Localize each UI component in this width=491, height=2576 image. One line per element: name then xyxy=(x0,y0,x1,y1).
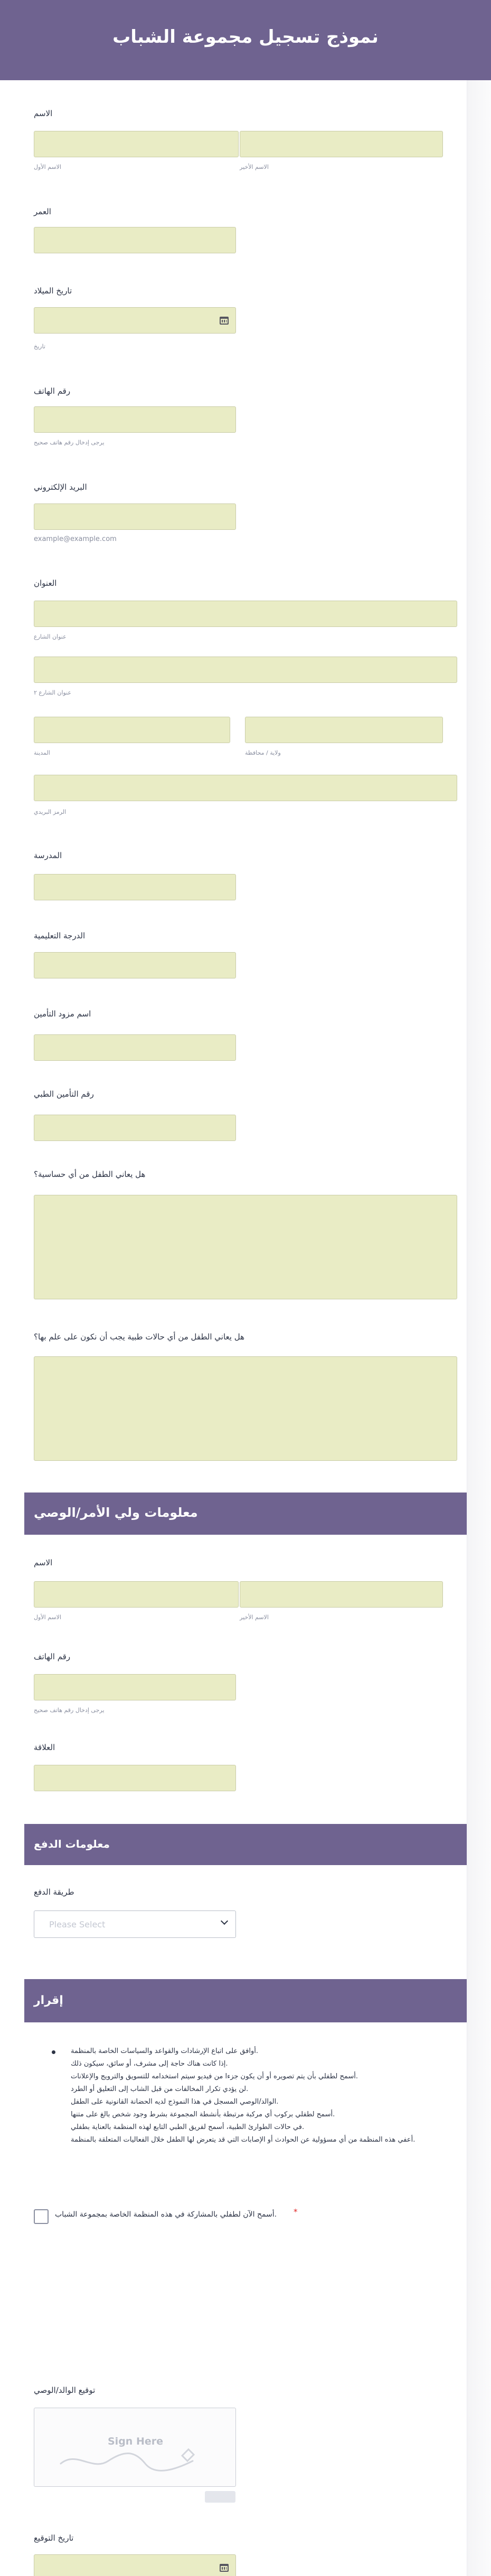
street2-input[interactable] xyxy=(34,657,457,683)
clear-signature-button[interactable] xyxy=(205,2491,235,2503)
zip-input[interactable] xyxy=(34,775,457,801)
allergies-textarea[interactable] xyxy=(34,1195,457,1299)
guardian-name-label: الاسم xyxy=(34,1558,53,1567)
school-label: المدرسة xyxy=(34,851,62,860)
insurance-number-input[interactable] xyxy=(34,1115,236,1141)
allergies-label: هل يعاني الطفل من أي حساسية؟ xyxy=(34,1170,146,1179)
city-input[interactable] xyxy=(34,717,230,743)
payment-method-placeholder: Please Select xyxy=(49,1919,106,1929)
zip-sublabel: الرمز البريدي xyxy=(34,809,67,815)
address-label: العنوان xyxy=(34,578,57,588)
insurer-label: اسم مزود التأمين xyxy=(34,1009,91,1019)
payment-section-header xyxy=(24,1824,467,1865)
first-name-sublabel: الاسم الأول xyxy=(34,164,61,170)
guardian-last-name-input[interactable] xyxy=(240,1581,443,1608)
signature-date-input[interactable] xyxy=(34,2554,236,2576)
declaration-section-title: إقرار xyxy=(34,1994,63,2007)
payment-section-title: معلومات الدفع xyxy=(34,1838,110,1850)
signature-date-label: تاريخ التوقيع xyxy=(34,2533,74,2543)
calendar-icon[interactable] xyxy=(220,317,229,325)
guardian-section-title: معلومات ولي الأمر/الوصي xyxy=(34,1505,198,1520)
first-name-input[interactable] xyxy=(34,131,239,157)
grade-input[interactable] xyxy=(34,952,236,978)
relation-label: العلاقة xyxy=(34,1743,55,1752)
form-header xyxy=(0,0,491,80)
email-sublabel: example@example.com xyxy=(34,535,117,543)
term-item: أعفي هذه المنظمة من أي مسؤولية عن الحوادث أو الإصابات التي قد يتعرض لها الطفل خلال الفعاليات المتعلقة بالمنظمة. xyxy=(71,2136,416,2144)
term-item: الوالد/الوصي المسجل في هذا النموذج لديه الحضانة القانونية على الطفل. xyxy=(71,2098,279,2106)
declaration-section-header xyxy=(24,1979,467,2022)
form-card xyxy=(24,80,467,2576)
name-label: الاسم xyxy=(34,109,53,118)
phone-label: رقم الهاتف xyxy=(34,386,71,396)
term-item: في حالات الطوارئ الطبية، أسمح لفريق الطبي التابع لهذه المنظمة بالعناية بطفلي. xyxy=(71,2123,305,2131)
guardian-section-header xyxy=(24,1493,467,1535)
term-item: إذا كانت هناك حاجة إلى مشرف، أو سائق، سيكون ذلك. xyxy=(71,2060,228,2068)
age-label: العمر xyxy=(34,207,51,216)
guardian-phone-label: رقم الهاتف xyxy=(34,1652,71,1661)
grade-label: الدرجة التعليمية xyxy=(34,931,86,940)
birth-date-input[interactable] xyxy=(34,307,236,334)
birth-date-label: تاريخ الميلاد xyxy=(34,286,72,296)
state-input[interactable] xyxy=(245,717,443,743)
term-item: لن يؤدي تكرار المخالفات من قبل الشاب إلى التعليق أو الطرد. xyxy=(71,2085,249,2093)
signature-scribble-icon xyxy=(55,2440,214,2477)
street1-sublabel: عنوان الشارع xyxy=(34,633,67,640)
insurance-number-label: رقم التأمين الطبي xyxy=(34,1089,94,1099)
required-mark: * xyxy=(294,2207,298,2217)
consent-checkbox[interactable] xyxy=(34,2209,49,2224)
form-title: نموذج تسجيل مجموعة الشباب xyxy=(112,26,379,47)
term-item: أسمح لطفلي بأن يتم تصويره أو أن يكون جزءا من فيديو سيتم استخدامه للتسويق والترويج والإعلانات. xyxy=(71,2073,358,2080)
conditions-label: هل يعاني الطفل من أي حالات طبية يجب أن نكون على علم بها؟ xyxy=(34,1332,244,1342)
insurer-input[interactable] xyxy=(34,1034,236,1061)
page-edge xyxy=(467,80,491,2576)
calendar-icon[interactable] xyxy=(220,2564,229,2572)
last-name-sublabel: الاسم الأخير xyxy=(240,164,269,170)
signature-pad[interactable] xyxy=(34,2408,236,2487)
signature-label: توقيع الوالد/الوصي xyxy=(34,2385,96,2395)
term-item: أوافق على اتباع الإرشادات والقواعد والسياسات الخاصة بالمنظمة. xyxy=(71,2047,259,2055)
street1-input[interactable] xyxy=(34,601,457,627)
birth-date-sublabel: تاريخ xyxy=(34,343,45,350)
phone-input[interactable] xyxy=(34,406,236,433)
guardian-first-name-input[interactable] xyxy=(34,1581,239,1608)
relation-input[interactable] xyxy=(34,1765,236,1791)
term-item: أسمح لطفلي بركوب أي مركبة مرتبطة بأنشطة المجموعة بشرط وجود شخص بالغ على متنها. xyxy=(71,2111,335,2118)
email-label: البريد الإلكتروني xyxy=(34,482,87,492)
guardian-last-name-sublabel: الاسم الأخير xyxy=(240,1614,269,1621)
terms-bullet xyxy=(52,2050,55,2054)
consent-text: أسمح الآن لطفلي بالمشاركة في هذه المنظمة الخاصة بمجموعة الشباب. xyxy=(55,2210,277,2219)
school-input[interactable] xyxy=(34,874,236,900)
last-name-input[interactable] xyxy=(240,131,443,157)
guardian-phone-sublabel: يرجى إدخال رقم هاتف صحيح xyxy=(34,1707,105,1714)
street2-sublabel: عنوان الشارع ٢ xyxy=(34,689,72,696)
payment-method-select[interactable] xyxy=(34,1910,236,1938)
city-sublabel: المدينة xyxy=(34,749,50,756)
age-input[interactable] xyxy=(34,227,236,253)
email-input[interactable] xyxy=(34,503,236,530)
payment-method-label: طريقة الدفع xyxy=(34,1887,74,1897)
chevron-down-icon xyxy=(221,1917,228,1925)
conditions-textarea[interactable] xyxy=(34,1356,457,1461)
signature-placeholder: Sign Here xyxy=(108,2436,163,2447)
phone-sublabel: يرجى إدخال رقم هاتف صحيح xyxy=(34,439,105,446)
state-sublabel: ولاية / محافظة xyxy=(245,749,281,756)
guardian-first-name-sublabel: الاسم الأول xyxy=(34,1614,61,1621)
guardian-phone-input[interactable] xyxy=(34,1674,236,1700)
